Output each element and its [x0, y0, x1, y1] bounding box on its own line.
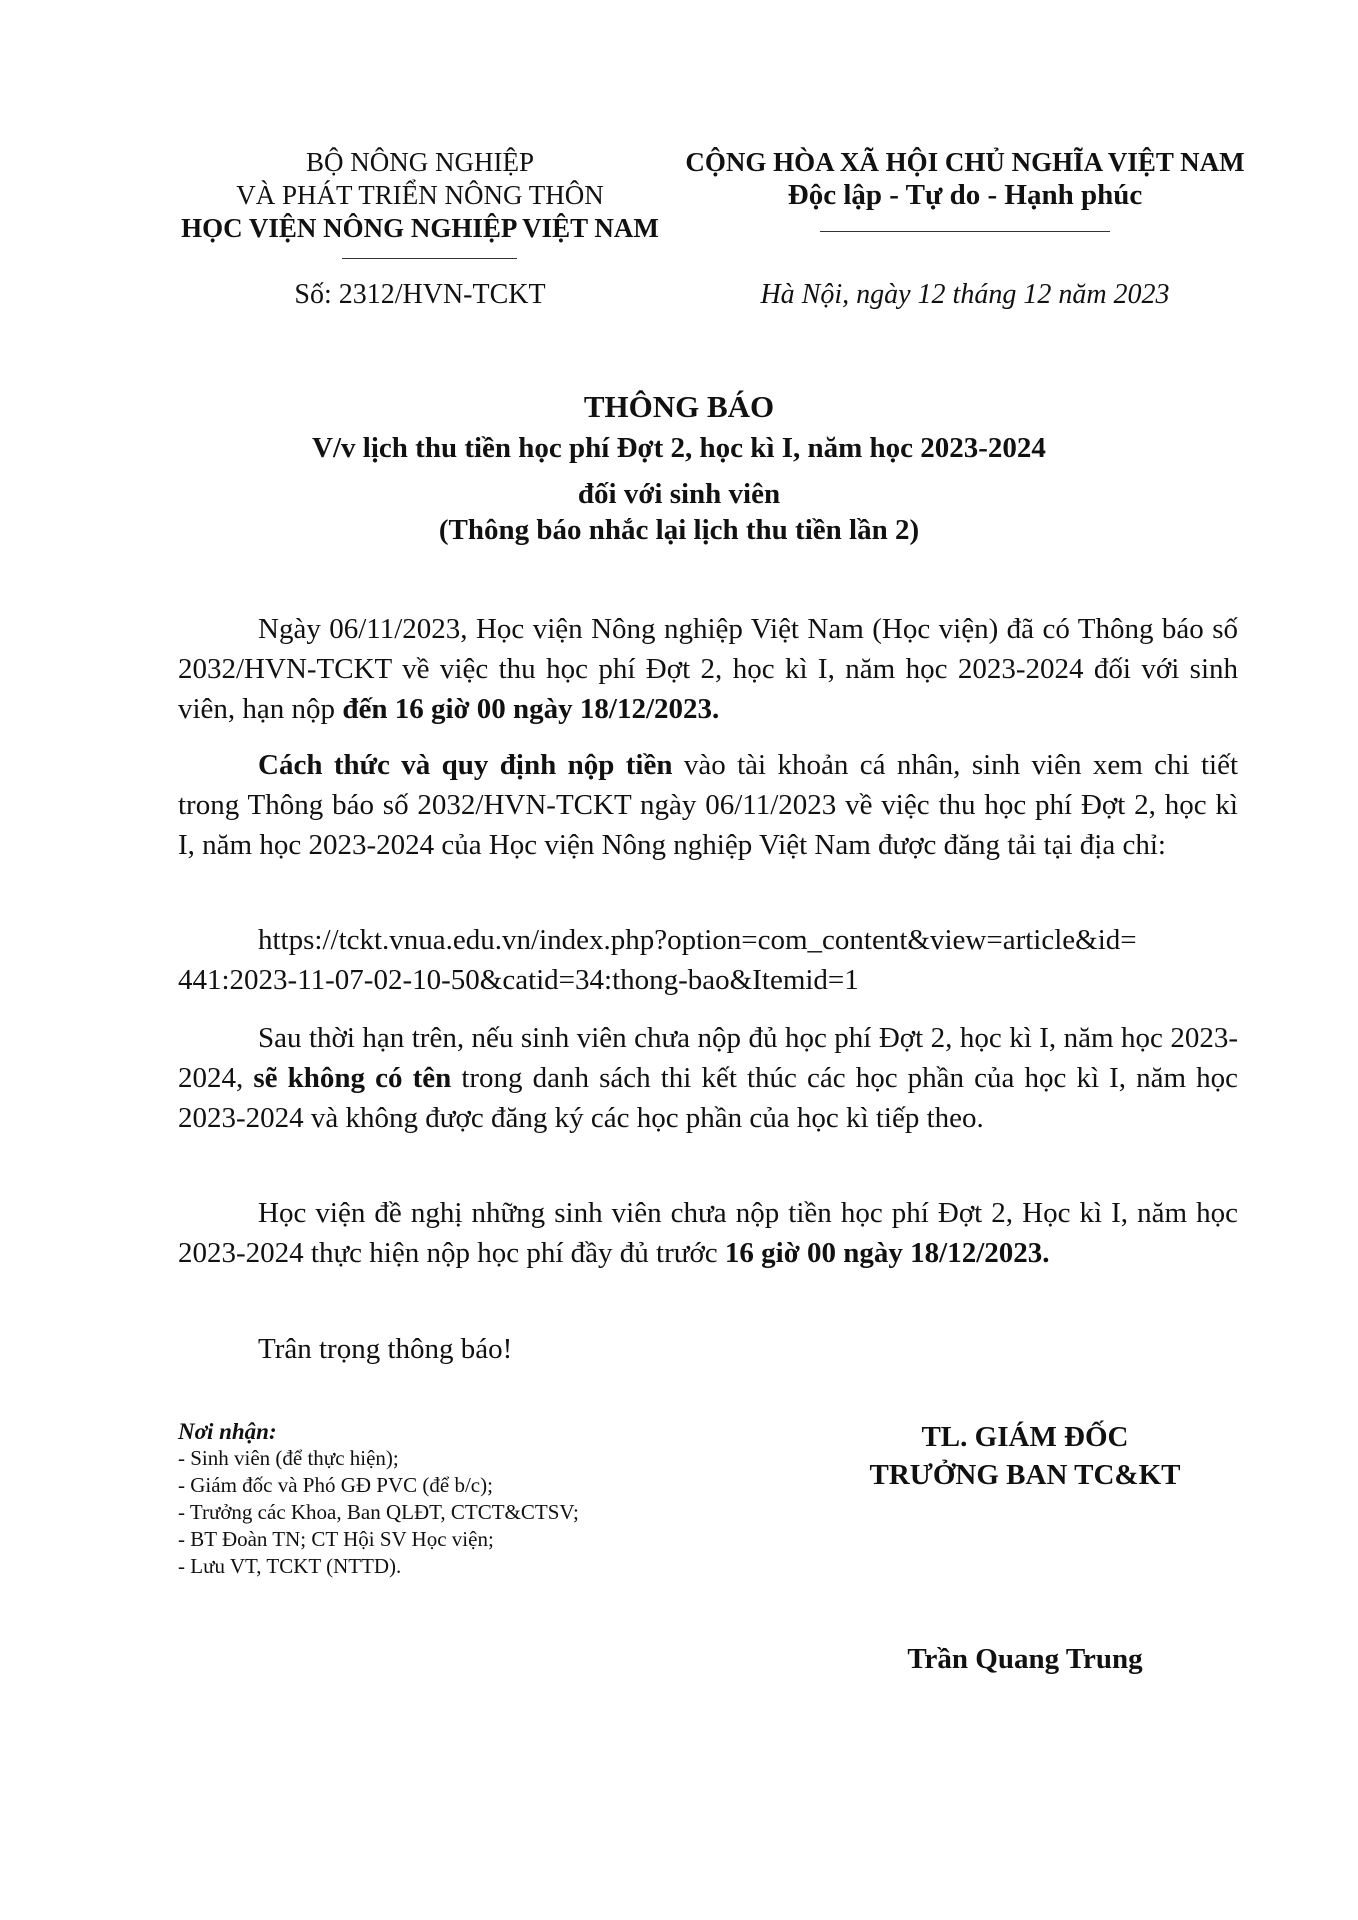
paragraph-3-text-a: Sau thời hạn trên, nếu sinh viên chưa nộp đủ học phí Đợt 2, học kì I, năm học 2023-2024, — [178, 1022, 1238, 1094]
paragraph-3-text-b: trong danh sách thi kết thúc các học phần của học kì I, năm học 2023-2024 và không được đăng ký các học phần của học kì tiếp theo. — [178, 1062, 1239, 1134]
notice-subject-line-1: V/v lịch thu tiền học phí Đợt 2, học kì I, năm học 2023-2024 — [312, 432, 1046, 464]
recipient-item: - Trưởng các Khoa, Ban QLĐT, CTCT&CTSV; — [178, 1500, 579, 1524]
paragraph-2-text: vào tài khoản cá nhân, sinh viên xem chi tiết trong Thông báo số 2032/HVN-TCKT ngày 06/11/2023 về việc thu học phí Đợt 2, học kì I, năm học 2023-2024 của Học viện Nông nghiệp Việt Nam được đăng tải tại địa chỉ: — [178, 749, 1238, 861]
ministry-line-2: VÀ PHÁT TRIỂN NÔNG THÔN — [236, 180, 604, 210]
closing-line: Trân trọng thông báo! — [258, 1333, 513, 1365]
ministry-line-1: BỘ NÔNG NGHIỆP — [306, 147, 534, 177]
recipients-list — [178, 1418, 738, 1580]
notice-subject-line-2: đối với sinh viên — [577, 478, 781, 510]
paragraph-2-emphasis: Cách thức và quy định nộp tiền — [258, 749, 673, 781]
paragraph-1 — [178, 609, 1238, 729]
recipient-item: - Giám đốc và Phó GĐ PVC (để b/c); — [178, 1473, 493, 1497]
paragraph-4 — [178, 1193, 1238, 1273]
paragraph-4-text: Học viện đề nghị những sinh viên chưa nộp tiền học phí Đợt 2, Học kì I, năm học 2023-2024 thực hiện nộp học phí đầy đủ trước — [178, 1197, 1238, 1269]
notice-title: THÔNG BÁO — [583, 389, 775, 424]
paragraph-1-deadline: đến 16 giờ 00 ngày 18/12/2023. — [342, 693, 720, 725]
signature-title-1: TL. GIÁM ĐỐC — [921, 1421, 1129, 1453]
institution-name: HỌC VIỆN NÔNG NGHIỆP VIỆT NAM — [181, 213, 659, 243]
recipient-item: - Lưu VT, TCKT (NTTD). — [178, 1554, 402, 1578]
issuer-header — [150, 146, 690, 245]
signature-block — [800, 1418, 1250, 1494]
notice-url — [178, 920, 1238, 1000]
national-name: CỘNG HÒA XÃ HỘI CHỦ NGHĨA VIỆT NAM — [685, 147, 1245, 177]
national-header — [660, 146, 1270, 212]
signature-title-2: TRƯỞNG BAN TC&KT — [869, 1459, 1181, 1491]
recipient-item: - Sinh viên (để thực hiện); — [178, 1446, 399, 1470]
place-date: Hà Nội, ngày 12 tháng 12 năm 2023 — [760, 279, 1170, 310]
paragraph-4-deadline: 16 giờ 00 ngày 18/12/2023. — [724, 1237, 1050, 1269]
paragraph-3 — [178, 1018, 1238, 1138]
url-line-1: https://tckt.vnua.edu.vn/index.php?option=com_content&view=article&id= — [258, 924, 1137, 956]
notice-subject-line-3: (Thông báo nhắc lại lịch thu tiền lần 2) — [438, 514, 920, 546]
paragraph-1-text: Ngày 06/11/2023, Học viện Nông nghiệp Việt Nam (Học viện) đã có Thông báo số 2032/HVN-TCKT về việc thu học phí Đợt 2, học kì I, năm học 2023-2024 đối với sinh viên, hạn nộp — [178, 613, 1238, 725]
national-motto: Độc lập - Tự do - Hạnh phúc — [787, 179, 1143, 211]
paragraph-2 — [178, 745, 1238, 865]
paragraph-3-emphasis: sẽ không có tên — [253, 1062, 452, 1094]
recipient-item: - BT Đoàn TN; CT Hội SV Học viện; — [178, 1527, 494, 1551]
motto-underline — [820, 231, 1110, 232]
recipients-heading: Nơi nhận: — [178, 1419, 277, 1444]
document-number: Số: 2312/HVN-TCKT — [294, 279, 546, 310]
issuer-underline — [342, 258, 517, 259]
signer-name: Trần Quang Trung — [907, 1643, 1143, 1675]
url-line-2: 441:2023-11-07-02-10-50&catid=34:thong-bao&Itemid=1 — [178, 964, 859, 996]
